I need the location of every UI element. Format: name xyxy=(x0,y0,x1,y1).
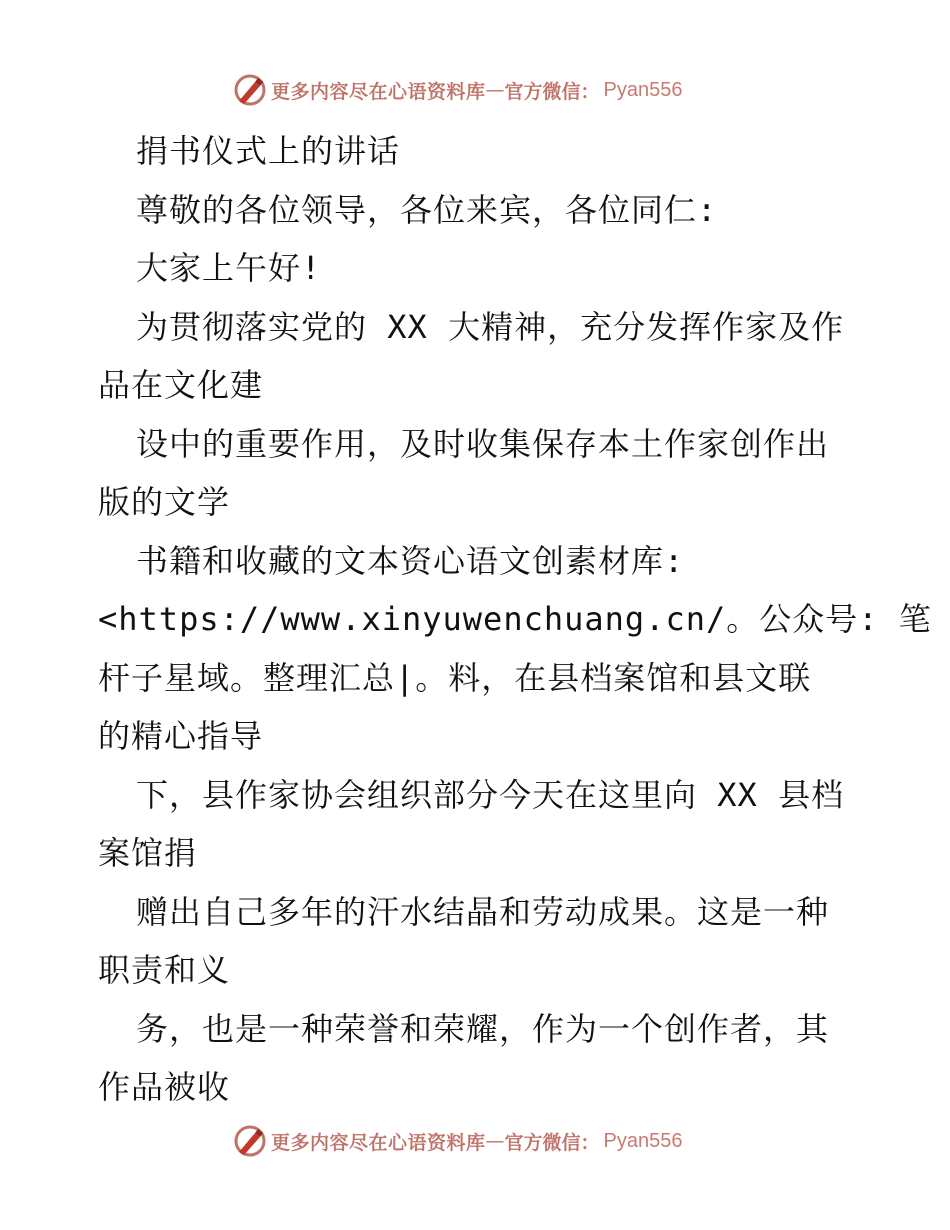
paragraph-line: 的精心指导 xyxy=(98,717,264,755)
greeting: 大家上午好! xyxy=(136,249,322,287)
paragraph-line: 杆子星域。整理汇总|。料，在县档案馆和县文联 xyxy=(98,658,812,697)
paragraph-line: 职责和义 xyxy=(98,951,231,989)
header-banner-id: Pyan556 xyxy=(603,78,683,101)
paragraph-line: 务，也是一种荣誉和荣耀，作为一个创作者，其 xyxy=(136,1009,830,1048)
paragraph-line: 案馆捐 xyxy=(98,834,198,872)
footer-banner xyxy=(233,1123,683,1159)
paragraph-line: 版的文学 xyxy=(98,483,231,521)
paragraph-line: 书籍和收藏的文本资心语文创素材库: xyxy=(136,541,685,580)
pen-logo-icon xyxy=(233,73,267,107)
paragraph-line: 作品被收 xyxy=(98,1068,231,1106)
header-banner-official-label: 官方微信： xyxy=(504,80,600,103)
header-banner xyxy=(233,72,683,108)
paragraph-line: 赠出自己多年的汗水结晶和劳动成果。这是一种 xyxy=(136,892,830,931)
footer-banner-official-label: 官方微信： xyxy=(504,1131,600,1154)
salutation: 尊敬的各位领导，各位来宾，各位同仁: xyxy=(136,190,718,229)
footer-banner-id: Pyan556 xyxy=(603,1129,683,1152)
footer-banner-dash: — xyxy=(485,1130,505,1152)
document-body xyxy=(98,122,932,1117)
header-banner-text: 更多内容尽在心语资料库 xyxy=(271,80,486,103)
footer-banner-text: 更多内容尽在心语资料库 xyxy=(271,1131,486,1154)
paragraph-line: <https://www.xinyuwenchuang.cn/。公众号: 笔 xyxy=(98,600,932,638)
paragraph-line: 为贯彻落实党的 XX 大精神，充分发挥作家及作 xyxy=(136,307,845,346)
paragraph-line: 下，县作家协会组织部分今天在这里向 XX 县档 xyxy=(136,775,845,814)
pen-logo-icon xyxy=(233,1124,267,1158)
document-title: 捐书仪式上的讲话 xyxy=(136,132,401,170)
header-banner-dash: — xyxy=(485,79,505,101)
paragraph-line: 品在文化建 xyxy=(98,366,264,404)
paragraph-line: 设中的重要作用，及时收集保存本土作家创作出 xyxy=(136,424,830,463)
